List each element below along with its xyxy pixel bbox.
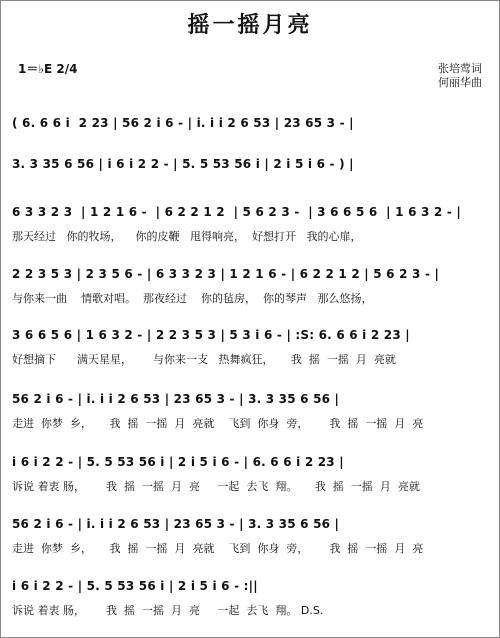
song-title: 摇一摇月亮 xyxy=(187,12,313,38)
notation-line: 56 2 i 6 - | i. i i 2 6 53 | 23 65 3 - | 3. 3 35 6 56 | xyxy=(12,517,340,531)
lyrics-line: 走进 你梦 乡， 我 摇 一摇 月 亮就 飞到 你身 旁， 我 摇 一摇 月 亮 xyxy=(12,542,424,555)
notation-line: 2 2 3 5 3 | 2 3 5 6 - | 6 3 3 2 3 | 1 2 1 6 - | 6 2 2 1 2 | 5 6 2 3 - | xyxy=(12,267,440,281)
composer-credit: 何丽华曲 xyxy=(438,76,482,89)
notation-line: i 6 i 2 2 - | 5. 5 53 56 i | 2 i 5 i 6 - :|| xyxy=(12,579,258,593)
lyrics-line: 走进 你梦 乡， 我 摇 一摇 月 亮就 飞到 你身 旁， 我 摇 一摇 月 亮 xyxy=(12,417,424,430)
lyrics-line: 诉说 着衷 肠， 我 摇 一摇 月 亮 一起 去飞 翔。 D.S. xyxy=(12,604,324,617)
notation-line: i 6 i 2 2 - | 5. 5 53 56 i | 2 i 5 i 6 - | 6. 6 6 i 2 23 | xyxy=(12,455,344,469)
credits xyxy=(438,62,482,90)
notation-line: 3. 3 35 6 56 | i 6 i 2 2 - | 5. 5 53 56 i | 2 i 5 i 6 - ) | xyxy=(12,157,354,171)
lyrics-line: 好想摘下 满天星星， 与你来一支 热舞疯狂， 我 摇 一摇 月 亮就 xyxy=(12,353,396,366)
notation-line: 56 2 i 6 - | i. i i 2 6 53 | 23 65 3 - | 3. 3 35 6 56 | xyxy=(12,392,340,406)
lyrics-line: 诉说 着衷 肠， 我 摇 一摇 月 亮 一起 去飞 翔。 我 摇 一摇 月 亮就 xyxy=(12,480,420,493)
lyrics-line: 那天经过 你的牧场， 你的皮鞭 甩得响亮， 好想打开 我的心扉， xyxy=(12,230,362,243)
notation-line: 6 3 3 2 3 | 1 2 1 6 - | 6 2 2 1 2 | 5 6 2 3 - | 3 6 6 5 6 | 1 6 3 2 - | xyxy=(12,205,461,219)
notation-line: ( 6. 6 6 i 2 23 | 56 2 i 6 - | i. i i 2 6 53 | 23 65 3 - | xyxy=(12,116,354,130)
lyrics-line: 与你来一曲 情歌对唱。 那夜经过 你的毡房， 你的琴声 那么悠扬， xyxy=(12,292,373,305)
key-signature: 1＝♭E 2/4 xyxy=(18,62,78,76)
lyricist-credit: 张培莺词 xyxy=(438,62,482,75)
notation-line: 3 6 6 5 6 | 1 6 3 2 - | 2 2 3 5 3 | 5 3 i 6 - | :S: 6. 6 6 i 2 23 | xyxy=(12,328,410,342)
